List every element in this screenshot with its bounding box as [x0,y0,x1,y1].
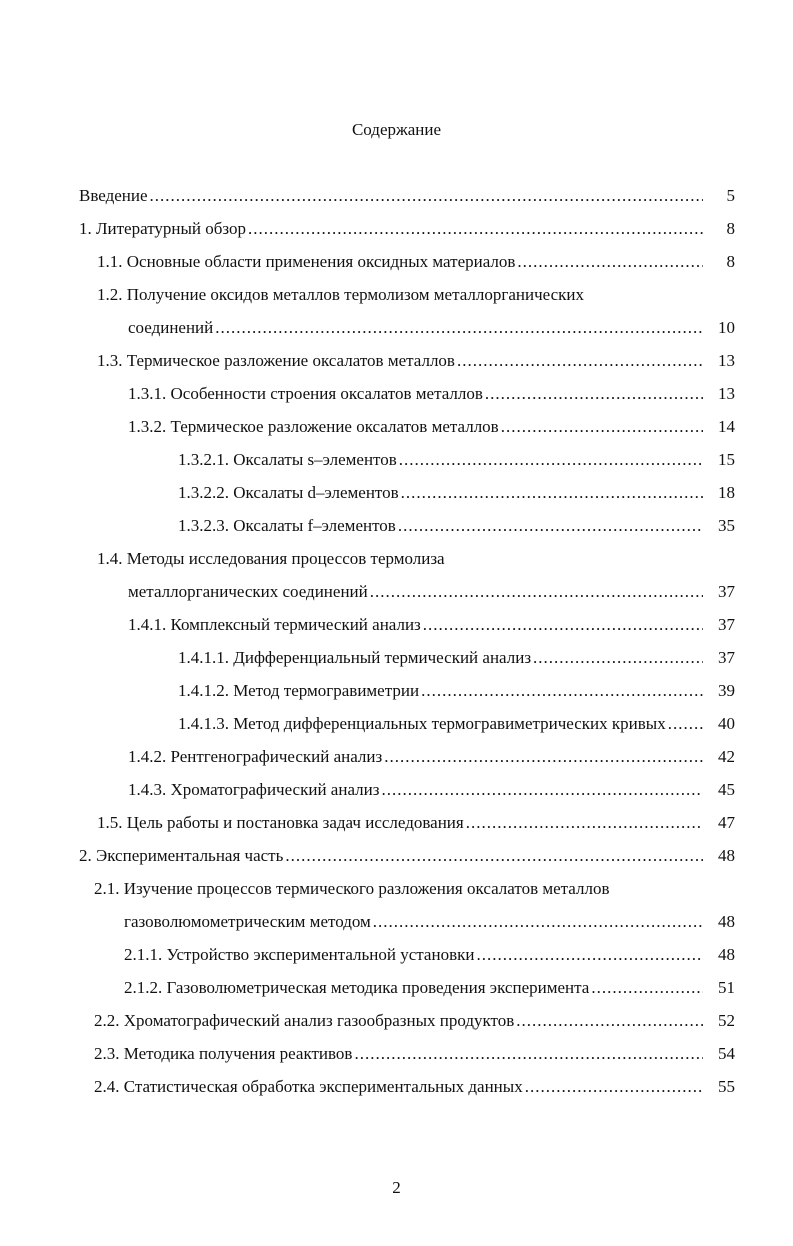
toc-entry-label: 2. Экспериментальная часть [79,846,284,865]
toc-page-number: 15 [718,450,735,469]
toc-row [0,647,793,680]
toc-row [0,350,793,383]
dot-leader [516,1010,703,1032]
toc-row [0,911,793,944]
toc-page-number: 13 [718,384,735,403]
dot-leader [423,614,703,636]
dot-leader [457,350,703,372]
toc-entry-label: 1.3.1. Особенности строения оксалатов металлов [128,384,483,403]
toc-row [0,416,793,449]
dot-leader [370,581,703,603]
page-title: Содержание [351,120,442,139]
toc-row [0,812,793,845]
toc-page-number: 14 [718,417,735,436]
dot-leader [668,713,703,735]
toc-entry-label: 1.4.1. Комплексный термический анализ [128,615,421,634]
toc-page-number: 18 [718,483,735,502]
toc-row [0,713,793,746]
toc-row [0,383,793,416]
dot-leader [398,515,703,537]
toc-entry-label: 1.4. Методы исследования процессов термолиза [97,549,445,568]
toc-page-number: 52 [718,1011,735,1030]
toc-page-number: 37 [718,615,735,634]
dot-leader [501,416,703,438]
toc-row [0,548,793,581]
dot-leader [248,218,703,240]
toc-entry-label: 1.4.2. Рентгенографический анализ [128,747,383,766]
toc-entry-label: соединений [128,318,214,337]
toc-entry-label: 2.1. Изучение процессов термического разложения оксалатов металлов [94,879,610,898]
toc-entry-label: 1.4.3. Хроматографический анализ [128,780,380,799]
toc-entry-label: газоволюмометрическим методом [124,912,371,931]
toc-entry-label: 2.2. Хроматографический анализ газообразных продуктов [94,1011,515,1030]
toc-page-number: 13 [718,351,735,370]
toc-page-number: 8 [726,252,735,271]
toc-row [0,251,793,284]
toc-entry-label: 1. Литературный обзор [79,219,247,238]
toc-entry-label: 2.1.1. Устройство экспериментальной установки [124,945,475,964]
dot-leader [525,1076,703,1098]
dot-leader [373,911,703,933]
toc-entry-label: 1.4.1.3. Метод дифференциальных термогравиметрических кривых [178,714,666,733]
dot-leader [476,944,703,966]
toc-entry-label: 1.4.1.1. Дифференциальный термический анализ [178,648,532,667]
toc-page-number: 35 [718,516,735,535]
dot-leader [354,1043,703,1065]
toc-row [0,317,793,350]
toc-row [0,449,793,482]
toc-entry-label: 1.1. Основные области применения оксидных материалов [97,252,516,271]
toc-page-number: 37 [718,582,735,601]
toc-row [0,482,793,515]
dot-leader [215,317,703,339]
toc-row [0,185,793,218]
toc-page-number: 39 [718,681,735,700]
dot-leader [381,779,703,801]
dot-leader [591,977,703,999]
toc-page-number: 48 [718,912,735,931]
toc-row [0,746,793,779]
toc-row [0,581,793,614]
toc-row [0,614,793,647]
toc-row [0,515,793,548]
toc-page-number: 54 [718,1044,735,1063]
toc-page-number: 40 [718,714,735,733]
dot-leader [485,383,703,405]
toc-entry-label: Введение [79,186,148,205]
toc-page-number: 37 [718,648,735,667]
toc-entry-label: 1.4.1.2. Метод термогравиметрии [178,681,420,700]
toc-entry-label: 1.5. Цель работы и постановка задач исследования [97,813,464,832]
dot-leader [399,449,703,471]
toc-row [0,284,793,317]
dot-leader [517,251,703,273]
toc-entry-label: 1.2. Получение оксидов металлов термолизом металлорганических [97,285,585,304]
toc-page-number: 51 [718,978,735,997]
toc-entry-label: 1.3.2. Термическое разложение оксалатов металлов [128,417,499,436]
toc-row [0,878,793,911]
toc-row [0,977,793,1010]
dot-leader [466,812,703,834]
toc-entry-label: 1.3.2.1. Оксалаты s–элементов [178,450,397,469]
dot-leader [150,185,703,207]
page-number: 2 [392,1178,401,1197]
dot-leader [285,845,703,867]
toc-entry-label: 1.3.2.2. Оксалаты d–элементов [178,483,399,502]
toc-row [0,1010,793,1043]
toc-page-number: 5 [726,186,735,205]
toc-entry-label: 1.3. Термическое разложение оксалатов металлов [97,351,455,370]
toc-page-number: 10 [718,318,735,337]
toc-page-number: 47 [718,813,735,832]
toc-row [0,1043,793,1076]
dot-leader [533,647,703,669]
toc-page-number: 8 [726,219,735,238]
toc-page-number: 42 [718,747,735,766]
toc-entry-label: металлорганических соединений [128,582,368,601]
toc-row [0,944,793,977]
dot-leader [384,746,703,768]
toc-entry-label: 2.3. Методика получения реактивов [94,1044,353,1063]
toc-entry-label: 1.3.2.3. Оксалаты f–элементов [178,516,396,535]
toc-entry-label: 2.4. Статистическая обработка экспериментальных данных [94,1077,523,1096]
toc-row [0,1076,793,1109]
toc-entry-label: 2.1.2. Газоволюметрическая методика проведения эксперимента [124,978,590,997]
dot-leader [401,482,703,504]
toc-page-number: 48 [718,846,735,865]
toc-row [0,845,793,878]
toc-row [0,218,793,251]
toc-page-number: 55 [718,1077,735,1096]
toc-row [0,779,793,812]
table-of-contents [0,185,793,1109]
toc-page-number: 45 [718,780,735,799]
dot-leader [421,680,703,702]
toc-row [0,680,793,713]
toc-page-number: 48 [718,945,735,964]
